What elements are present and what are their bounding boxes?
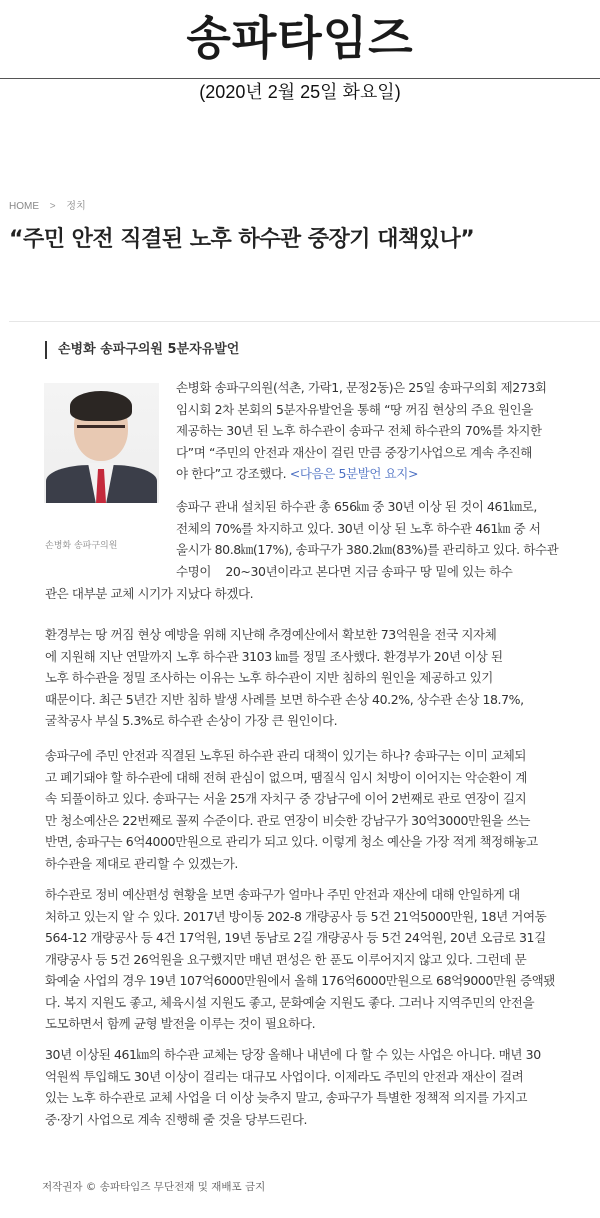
text-line: 처하고 있는지 알 수 있다. 2017년 방이동 202-8 개량공사 등 5건 21억5000만원, 18년 거여동	[45, 908, 547, 924]
text-line: 화예술 사업의 경우 19년 107억6000만원에서 올해 176억6000만원으로 68억9000만원 증액됐	[45, 973, 555, 988]
breadcrumb-home-link[interactable]: HOME	[9, 201, 39, 212]
chevron-right-icon: >	[49, 201, 56, 212]
text-line: 울시가 80.8㎞(17%), 송파구가 380.2㎞(83%)를 관리하고 있다. 하수관	[176, 542, 559, 557]
text-line: 564-12 개량공사 등 4건 17억원, 19년 동남로 2길 개량공사 등 5건 24억원, 20년 오금로 31길	[45, 930, 546, 945]
text-line: 때문이다. 최근 5년간 지반 침하 발생 사례를 보면 하수관 손상 40.2%, 상수관 손상 18.7%,	[45, 691, 524, 707]
text-line: 만 청소예산은 22번째로 꼴찌 수준이다. 관로 연장이 비슷한 강남구가 30억3000만원을 쓰는	[45, 812, 531, 828]
body-paragraph-5	[45, 884, 595, 1035]
text-line: 노후 하수관을 정밀 조사하는 이유는 노후 하수관이 지반 침하의 원인을 제공하고 있기	[45, 670, 493, 685]
text-line: 고 폐기돼야 할 하수관에 대해 전혀 관심이 없으며, 땜질식 임시 처방이 이어지는 악순환이 계	[45, 769, 528, 785]
breadcrumb	[9, 200, 86, 215]
body-paragraph-2-continued	[45, 583, 345, 605]
body-paragraph-3	[45, 624, 595, 732]
text-line: 다. 복지 지원도 좋고, 체육시설 지원도 좋고, 문화예술 지원도 좋다. 그러나 지역주민의 안전을	[45, 994, 535, 1010]
text-line: 야 한다”고 강조했다.	[176, 466, 290, 481]
text-line: 환경부는 땅 꺼짐 현상 예방을 위해 지난해 추경예산에서 확보한 73억원을 전국 지자체	[45, 627, 497, 642]
body-paragraph-2	[176, 496, 594, 582]
masthead	[0, 0, 600, 110]
text-line: 하수관로 정비 예산편성 현황을 보면 송파구가 얼마나 주민 안전과 재산에 대해 안일하게 대	[45, 887, 520, 902]
text-line: 굴착공사 부실 5.3%로 하수관 손상이 가장 큰 원인이다.	[45, 713, 338, 728]
photo-caption: 손병화 송파구의원	[45, 541, 118, 551]
photo-glasses-shape	[77, 425, 125, 435]
text-line: 임시회 2차 본회의 5분자유발언을 통해 “땅 꺼짐 현상의 주요 원인을	[176, 401, 533, 417]
article-headline: “주민 안전 직결된 노후 하수관 중장기 대책있나”	[9, 227, 475, 252]
text-line: 수명이 20~30년이라고 본다면 지금 송파구 땅 밑에 있는 하수	[176, 563, 513, 579]
text-line: 손병화 송파구의원(석촌, 가락1, 문정2동)은 25일 송파구의회 제273회	[176, 380, 547, 395]
masthead-divider	[0, 78, 600, 79]
text-line: 전체의 70%를 차지하고 있다. 30년 이상 된 노후 하수관 461㎞ 중 서	[176, 520, 541, 536]
text-line: 송파구에 주민 안전과 직결된 노후된 하수관 관리 대책이 있기는 하나? 송파구는 이미 교체되	[45, 748, 527, 763]
photo-hair-shape	[70, 391, 132, 421]
text-line: 다”며 “주민의 안전과 재산이 걸린 만큼 중장기사업으로 계속 추진해	[176, 444, 532, 460]
body-paragraph-4	[45, 745, 595, 874]
text-line: 도모하면서 함께 균형 발전을 이루는 것이 필요하다.	[45, 1016, 316, 1031]
text-line: 중·장기 사업으로 계속 진행해 줄 것을 당부드린다.	[45, 1111, 308, 1127]
text-line: 제공하는 30년 된 노후 하수관이 송파구 전체 하수관의 70%를 차지한	[176, 423, 542, 438]
text-line: 하수관을 제대로 관리할 수 있겠는가.	[45, 855, 238, 871]
headline-divider	[9, 321, 600, 322]
lead-paragraph	[176, 377, 596, 485]
councilor-photo	[44, 383, 159, 503]
copyright-notice: 저작권자 © 송파타임즈 무단전재 및 재배포 금지	[42, 1181, 266, 1193]
text-line: 속 되풀이하고 있다. 송파구는 서울 25개 자치구 중 강남구에 이어 2번째로 관로 연장이 길지	[45, 791, 527, 806]
body-paragraph-6	[45, 1044, 595, 1130]
text-line: 반면, 송파구는 6억4000만원으로 관리가 되고 있다. 이렇게 청소 예산을 가장 적게 책정해놓고	[45, 834, 538, 849]
text-line: 억원씩 투입해도 30년 이상이 걸리는 대규모 사업이다. 이제라도 주민의 안전과 재산이 걸려	[45, 1068, 524, 1084]
text-line: 송파구 관내 설치된 하수관 총 656㎞ 중 30년 이상 된 것이 461㎞로,	[176, 499, 538, 514]
text-line: 관은 대부분 교체 시기가 지났다 하겠다.	[45, 586, 254, 601]
newspaper-logo: 송파타임즈	[186, 11, 414, 65]
speech-summary-link[interactable]: <다음은 5분발언 요지>	[289, 466, 419, 481]
text-line: 에 지원해 지난 연말까지 노후 하수관 3103 ㎞를 정밀 조사했다. 환경부가 20년 이상 된	[45, 648, 503, 664]
text-line: 30년 이상된 461㎞의 하수관 교체는 당장 올해나 내년에 다 할 수 있는 사업은 아니다. 매년 30	[45, 1047, 541, 1062]
breadcrumb-section-link[interactable]: 정치	[66, 201, 86, 212]
text-line-with-link	[176, 463, 596, 485]
text-line: 있는 노후 하수관로 교체 사업을 더 이상 늦추지 말고, 송파구가 특별한 정책적 의지를 가지고	[45, 1090, 528, 1105]
article-subheadline: 손병화 송파구의원 5분자유발언	[45, 341, 239, 359]
issue-date: (2020년 2월 25일 화요일)	[199, 82, 401, 102]
text-line: 개량공사 등 5건 26억원을 요구했지만 매년 편성은 한 푼도 이루어지지 않고 있다. 그런데 문	[45, 951, 527, 967]
